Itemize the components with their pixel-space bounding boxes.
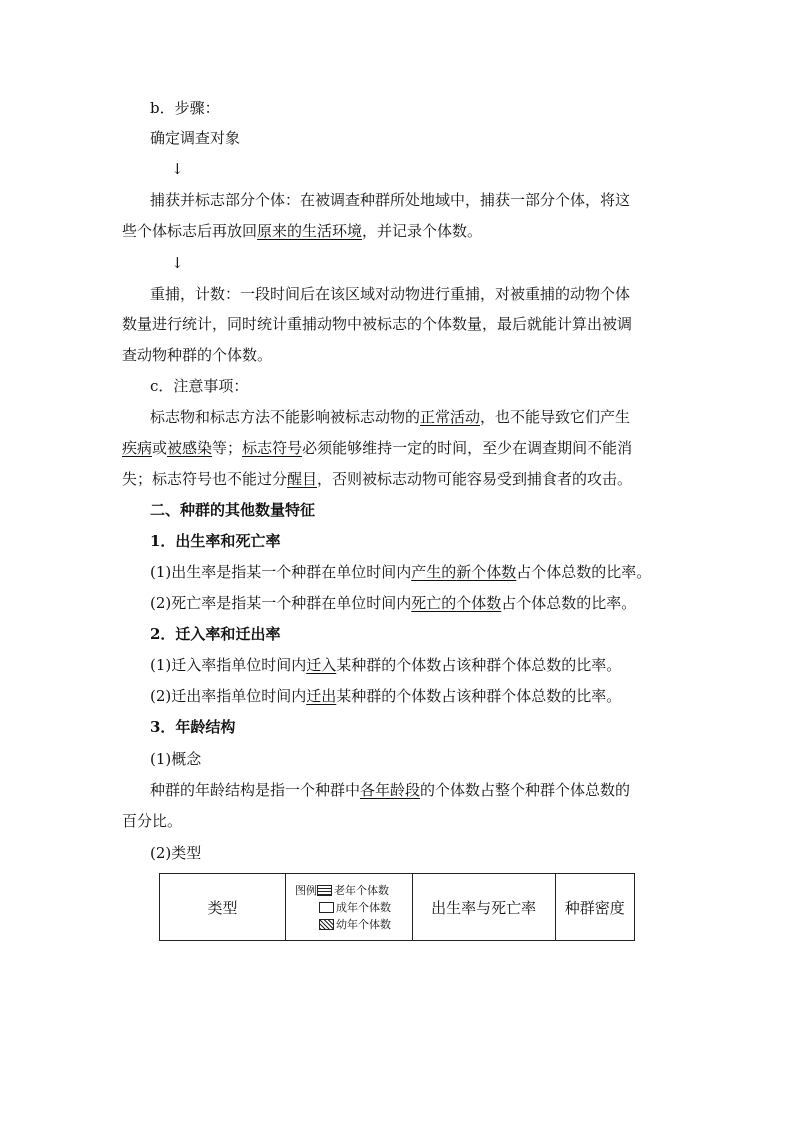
legend-adult: 成年个体数	[335, 900, 391, 914]
legend-prefix: 图例	[294, 883, 317, 897]
down-arrow-icon: ↓	[171, 254, 184, 272]
blank-answer: 标志符号	[242, 439, 303, 457]
blank-answer: 正常活动	[420, 408, 481, 426]
age-structure-definition-line-2: 百分比。	[122, 812, 183, 830]
blank-answer: 产生的	[411, 563, 457, 581]
age-structure-definition-line-1: 种群的年龄结构是指一个种群中各年龄段的个体数占整个种群个体总数的	[150, 781, 631, 799]
old-swatch-icon	[317, 885, 332, 896]
subsection-1-title: 1．出生率和死亡率	[150, 532, 281, 550]
step-heading: b．步骤：	[150, 99, 220, 117]
types-label: (2)类型	[150, 844, 202, 862]
header-density: 种群密度	[555, 874, 634, 941]
blank-answer: 迁出	[306, 687, 337, 705]
emigration-rate-definition: (2)迁出率指单位时间内迁出某种群的个体数占该种群个体总数的比率。	[150, 687, 622, 705]
blank-answer: 死亡的	[411, 594, 457, 612]
blank-answer: 原来的生活环境	[257, 222, 363, 240]
table-header-row	[160, 874, 635, 941]
birth-rate-definition: (1)出生率是指某一个种群在单位时间内产生的新个体数占个体总数的比率。	[150, 563, 652, 581]
step-2-line-1: 捕获并标志部分个体：在被调查种群所处地域中，捕获一部分个体，将这	[150, 191, 631, 209]
legend-cell	[285, 874, 412, 941]
step-3-line-1: 重捕，计数：一段时间后在该区域对动物进行重捕，对被重捕的动物个体	[150, 285, 631, 303]
header-type: 类型	[160, 874, 286, 941]
blank-answer: 各年龄段	[360, 781, 421, 799]
section-2-heading: 二、种群的其他数量特征	[150, 501, 316, 519]
notes-line-1: 标志物和标志方法不能影响被标志动物的正常活动，也不能导致它们产生	[150, 408, 631, 426]
step-1: 确定调查对象	[150, 129, 241, 147]
subsection-2-title: 2．迁入率和迁出率	[150, 625, 281, 643]
young-swatch-icon	[319, 919, 334, 930]
step-2-line-2: 些个体标志后再放回原来的生活环境，并记录个体数。	[122, 222, 483, 240]
blank-answer: 迁入	[306, 656, 337, 674]
legend-young: 幼年个体数	[335, 917, 391, 931]
notes-line-3: 失；标志符号也不能过分醒目，否则被标志动物可能容易受到捕食者的攻击。	[122, 470, 633, 488]
legend-old: 老年个体数	[333, 883, 389, 897]
blank-answer: 疾病	[122, 439, 153, 457]
immigration-rate-definition: (1)迁入率指单位时间内迁入某种群的个体数占该种群个体总数的比率。	[150, 656, 622, 674]
subsection-3-title: 3．年龄结构	[150, 718, 236, 736]
blank-answer: 醒目	[287, 470, 318, 488]
notes-heading: c．注意事项：	[150, 377, 249, 395]
step-3-line-2: 数量进行统计，同时统计重捕动物中被标志的个体数量，最后就能计算出被调	[122, 315, 633, 333]
concept-label: (1)概念	[150, 750, 202, 768]
step-3-line-3: 查动物种群的个体数。	[122, 346, 273, 364]
header-birth-death-rate: 出生率与死亡率	[412, 874, 555, 941]
notes-line-2: 疾病或被感染等；标志符号必须能够维持一定的时间，至少在调查期间不能消	[122, 439, 633, 457]
adult-swatch-icon	[319, 902, 334, 913]
age-structure-table	[159, 873, 635, 941]
blank-answer: 被感染	[167, 439, 213, 457]
death-rate-definition: (2)死亡率是指某一个种群在单位时间内死亡的个体数占个体总数的比率。	[150, 594, 637, 612]
blank-answer: 个体数	[456, 594, 502, 612]
down-arrow-icon: ↓	[171, 160, 184, 178]
blank-answer: 新个体数	[456, 563, 517, 581]
